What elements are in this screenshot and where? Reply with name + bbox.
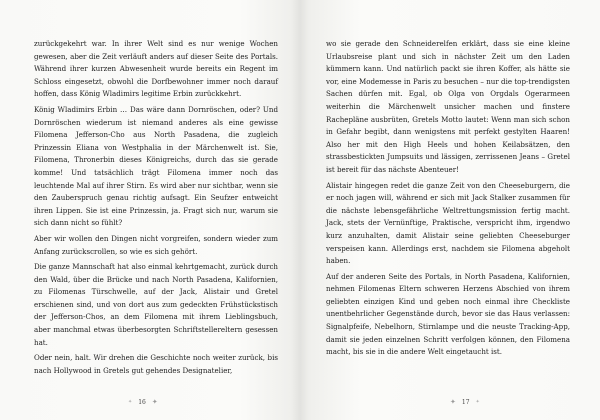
right-page bbox=[300, 0, 600, 420]
page-number: 16 bbox=[138, 399, 146, 406]
star-icon: ✦ bbox=[450, 398, 456, 406]
paragraph: wo sie gerade den Schneiderelfen erklärt, dass sie eine kleine Urlaubsreise plant und sich in nächster Zeit um den Laden kümmern kann. Und natürlich packt sie ihren Koffer, als hätte sie vor, eine Modemesse in Paris zu besuchen – nur die top-trendigsten Sachen dürfen mit. Egal, ob Olga von Orgdals Ogerarmeen weiterhin die Märchenwelt unsicher machen und finstere Rachepläne ausbrüten, Gretels Motto lautet: Wenn man sich schon in Gefahr begibt, dann wenigstens mit perfekt gestylten Haaren! Also her mit den High Heels und hohen Keilabsätzen, den strassbestickten Jumpsuits und lässigen, zerrissenen Jeans – Gretel ist bereit für das nächste Abenteuer! bbox=[326, 39, 570, 174]
page-number: 17 bbox=[461, 399, 470, 406]
paragraph: Aber wir wollen den Dingen nicht vorgreifen, sondern wieder zum Anfang zurückscrollen, so wie es sich gehört. bbox=[34, 233, 278, 256]
star-icon: ✦ bbox=[128, 399, 133, 405]
left-page-text bbox=[34, 38, 278, 377]
paragraph: Auf der anderen Seite des Portals, in North Pasadena, Kalifornien, nehmen Filomenas Eltern schweren Herzens Abschied von ihrem geliebten einzigen Kind und geben noch einmal ihre Checkliste unentbehrlicher Gegenstände durch, bevor sie das Haus verlassen: Signalpfeife, Nebelhorn, Stirnlampe und die neuste Tracking-App, damit sie jeden einzelnen Schritt verfolgen können, den Filomena macht, bis sie in die andere Welt eingetaucht ist. bbox=[326, 271, 570, 357]
paragraph: zurückgekehrt war. In ihrer Welt sind es nur wenige Wochen gewesen, aber die Zeit verläuft anders auf dieser Seite des Portals. Während ihrer kurzen Abwesenheit wurde bereits ein Regent im Schloss eingesetzt, obwohl die Dorfbewohner immer noch darauf hoffen, dass König Wladimirs legitime Erbin zurückkehrt. bbox=[34, 39, 278, 99]
paragraph: Alistair hingegen redet die ganze Zeit von den Cheeseburgern, die er noch jagen will, während er sich mit Jack Stalker zusammen für die nächste lebensgefährliche Weltrettungsmission fertig macht. Jack, stets der Vernünftige, Praktische, verspricht ihm, irgendwo kurz anzuhalten, damit Alistair seine geliebten Cheeseburger verspeisen kann. Allerdings erst, nachdem sie Filomena abgeholt haben. bbox=[326, 180, 570, 266]
paragraph: Oder nein, halt. Wir drehen die Geschichte noch weiter zurück, bis nach Hollywood in Gretels gut gehendes Designatelier, bbox=[34, 353, 278, 375]
right-page-folio bbox=[450, 399, 480, 406]
paragraph: Die ganze Mannschaft hat also einmal kehrtgemacht, zurück durch den Wald, über die Brücke und nach North Pasadena, Kalifornien, zu Filomenas Türschwelle, auf der Jack, Alistair und Gretel erschienen sind, und von dort aus zum gedeckten Frühstückstisch der Jefferson-Chos, an dem Filomena mit ihrem Lieblingsbuch, aber manchmal etwas überbesorgten Schriftstellereltern gesessen hat. bbox=[34, 262, 278, 347]
star-icon: ✦ bbox=[151, 398, 158, 406]
right-page-text bbox=[326, 38, 570, 359]
star-icon: ✦ bbox=[475, 399, 480, 405]
left-page-folio bbox=[128, 399, 158, 406]
paragraph: König Wladimirs Erbin … Das wäre dann Dornröschen, oder? Und Dornröschen wiederum ist niemand anderes als eine gewisse Filomena Jefferson-Cho aus North Pasadena, die zugleich Prinzessin Eliana von Westphalia in der Märchenwelt ist. Sie, Filomena, Thronerbin dieses Königreichs, durch das sie gerade komme! Und tatsächlich trägt Filomena immer noch das leuchtende Mal auf ihrer Stirn. Es wird aber nur sichtbar, wenn sie den Zauberspruch genau richtig aufsagt. Ein Seufzer entweicht ihren Lippen. Sie ist eine Prinzessin, ja. Fragt sich nur, warum sie sich dann nicht so fühlt? bbox=[34, 104, 278, 228]
